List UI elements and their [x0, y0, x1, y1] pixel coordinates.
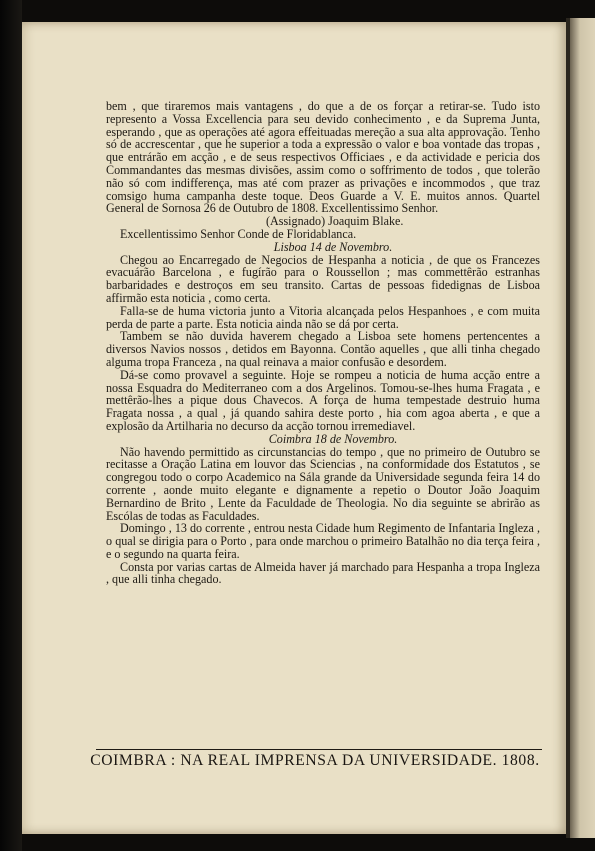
paragraph-oracao-latina: Não havendo permittido as circunstancias do tempo , que no primeiro de Outubro se recitasse a Oração Latina em louvor das Sciencias , na conformidade dos Estatutos , se congregou todo o corpo Academico na Sála grande da Universidade segunda feira 14 do corrente , aonde muito elegante e dignamente a repetio o Doutor João Joaquim Bernardino de Brito , Lente da Faculdade de Theologia. No dia seguinte se abrirão as Escólas de todas as Faculdades. [106, 444, 540, 523]
paragraph-almeida: Consta por varias cartas de Almeida haver já marchado para Hespanha a tropa Ingleza , que alli tinha chegado. [106, 559, 540, 587]
article-body [106, 100, 540, 586]
signature-line: (Assignado) Joaquim Blake. [266, 214, 404, 229]
imprint-rule [96, 749, 542, 750]
imprint-line: COIMBRA : NA REAL IMPRENSA DA UNIVERSIDADE. 1808. [90, 752, 540, 769]
facing-page-edge [570, 18, 595, 838]
addressee-line: Excellentissimo Senhor Conde de Floridablanca. [120, 226, 357, 241]
dateline-lisboa: Lisboa 14 de Novembro. [273, 239, 393, 254]
paragraph-barcelona: Chegou ao Encarregado de Negocios de Hespanha a noticia , de que os Francezes evacuárão Barcelona , e fugírão para o Roussellon ; mas commettêrão estranhas barbaridades e destroços em seu transito. Cartas de pessoas fidedignas de Lisboa affirmão esta noticia , como certa. [106, 252, 540, 305]
scan-dark-margin [0, 0, 22, 851]
paragraph-regimento: Domingo , 13 do corrente , entrou nesta Cidade hum Regimento de Infantaria Ingleza , o qual se dirigia para o Porto , para onde marchou o primeiro Batalhão no dia terça feira , e o segundo na quarta feira. [106, 521, 540, 561]
paragraph-vitoria: Falla-se de huma victoria junto a Vitoria alcançada pelos Hespanhoes , e com muita perda de parte a parte. Esta noticia ainda não se dá por certa. [106, 303, 540, 331]
dateline-coimbra: Coimbra 18 de Novembro. [268, 431, 398, 446]
paragraph-bayonna: Tambem se não duvida haverem chegado a Lisboa sete homens pertencentes a diversos Navios nossos , detidos em Bayonna. Contão aquelles , que alli tinha chegado alguma tropa Franceza , na qual reinava a maior confusão e desordem. [106, 329, 540, 369]
paragraph-mediterraneo: Dá-se como provavel a seguinte. Hoje se rompeu a noticia de huma acção entre a nossa Esquadra do Mediterraneo com a dos Argelinos. Tomou-se-lhes huma Fragata , e mettêrão-lhes a pique dous Chavecos. A força de huma tempestade destruio huma Fragata nossa , a qual , já quando sahira deste porto , hia com agoa aberta , e que a explosão da Artilharia no decurso da acção tornou irremediavel. [106, 367, 540, 433]
paragraph-report-continuation: bem , que tiraremos mais vantagens , do que a de os forçar a retirar-se. Tudo isto represento a Vossa Excellencia para seu devido conhecimento , e da Suprema Junta, esperando , que as operações até agora effeituadas mereção a sua alta approvação. Tenho só de accrescentar , que he superior a toda a expressão o valor e boa vontade das tropas , que entrárão em acção , e de seus respectivos Officiaes , e da actividade e pericia dos Commandantes das mesmas divisões, assim como o soffrimento de todos , que tolerão não só com indifferença, mas até com prazer as privações e incommodos , que traz comsigo huma campanha deste toque. Deos Guarde a V. E. muitos annos. Quartel General de Sornosa 26 de Outubro de 1808. Excellentissimo Senhor. [106, 99, 540, 216]
